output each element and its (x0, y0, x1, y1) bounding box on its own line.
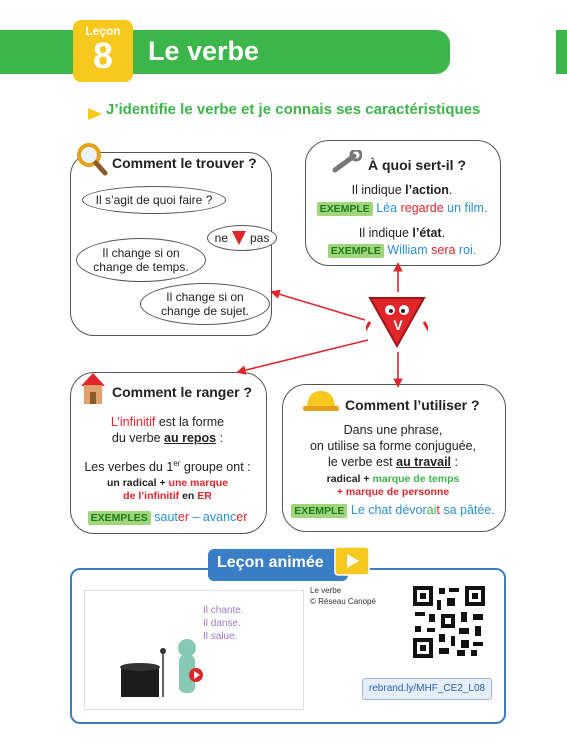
text: . (448, 183, 453, 197)
verb: sera (431, 243, 456, 257)
keyword: l’action (405, 183, 449, 197)
example-tag: EXEMPLE (317, 202, 373, 216)
play-icon[interactable] (334, 546, 370, 576)
qr-code-icon[interactable] (411, 584, 487, 660)
text: . (441, 226, 446, 240)
lecon-animee-title: Leçon animée (217, 554, 324, 571)
keyword: au repos (164, 431, 217, 445)
text: avanc (202, 510, 237, 524)
text: : (451, 455, 458, 469)
bubble-text: Il s’agit de quoi faire ? (95, 193, 213, 207)
text: est la forme (155, 415, 225, 429)
link-text[interactable]: rebrand.ly/MHF_CE2_L08 (368, 683, 486, 694)
text: de l’infinitif (123, 490, 180, 502)
bubble-line: Il change si on (102, 246, 180, 260)
bubble-line: Il change si on (166, 290, 244, 304)
text: er (236, 510, 248, 524)
utiliser-line-1: Dans une phrase, (343, 423, 443, 437)
mascot-letter: V (393, 317, 403, 333)
text: du verbe (111, 431, 165, 445)
section-subtitle: J’identifie le verbe et je connais ses caractéristiques (106, 101, 481, 118)
text: en (179, 490, 198, 502)
text: Les verbes du 1 (84, 460, 174, 475)
text: ai (426, 503, 437, 517)
lesson-number: 8 (92, 35, 114, 76)
text: roi. (455, 243, 477, 257)
text: un radical + (106, 477, 169, 489)
text: le verbe est (328, 455, 397, 469)
arrow-to-ranger (238, 340, 368, 372)
card-trouver-title: Comment le trouver ? (112, 155, 257, 171)
text: un film. (443, 201, 488, 215)
video-caption-1: Il chante. (203, 605, 244, 616)
text: : (216, 431, 224, 445)
utiliser-line-2: on utilise sa forme conjuguée, (309, 439, 477, 453)
bubble-text-pas: pas (250, 231, 270, 245)
card-sert-title: À quoi sert-il ? (368, 157, 466, 173)
text: marque de temps (372, 473, 460, 485)
text: + (336, 486, 346, 498)
verb: regarde (400, 201, 444, 215)
text: Il indique (358, 226, 413, 240)
text: er (177, 510, 190, 524)
bubble-text-ne: ne (214, 231, 228, 245)
text: – (189, 510, 203, 524)
video-thumbnail[interactable] (84, 590, 304, 710)
text: sa pâtée. (439, 503, 495, 517)
bubble-line: change de sujet. (160, 304, 250, 318)
text: groupe ont : (180, 460, 251, 475)
keyword: L’infinitif (110, 415, 156, 429)
examples-tag: EXEMPLES (88, 511, 151, 525)
text: une marque (168, 477, 229, 489)
stage-illustration-icon (115, 631, 265, 705)
keyword: l’état (412, 226, 442, 240)
video-title: Le verbe (310, 586, 342, 595)
arrow-to-trouver (272, 292, 365, 320)
keyword: au travail (396, 455, 452, 469)
superscript: er (173, 459, 181, 468)
example-tag: EXEMPLE (328, 244, 384, 258)
bubble-line: change de temps. (93, 260, 189, 274)
text: marque de personne (345, 486, 450, 498)
card-ranger-title: Comment le ranger ? (112, 384, 253, 400)
text: saut (154, 510, 178, 524)
text: t (436, 503, 440, 517)
lesson-label: Leçon (85, 24, 121, 38)
text: Le chat (350, 503, 396, 517)
text: ER (197, 490, 212, 502)
text: Il indique (351, 183, 406, 197)
example-tag: EXEMPLE (291, 504, 347, 518)
text: radical + (326, 473, 373, 485)
video-caption-3: Il salue. (203, 631, 238, 642)
text: dévor (395, 503, 427, 517)
page-title: Le verbe (148, 36, 260, 66)
text: William (387, 243, 432, 257)
video-caption-2: Il danse. (203, 618, 241, 629)
text: Léa (376, 201, 401, 215)
card-utiliser-title: Comment l’utiliser ? (345, 397, 480, 413)
video-copyright: © Réseau Canopé (310, 597, 376, 606)
link-box[interactable] (362, 678, 492, 700)
